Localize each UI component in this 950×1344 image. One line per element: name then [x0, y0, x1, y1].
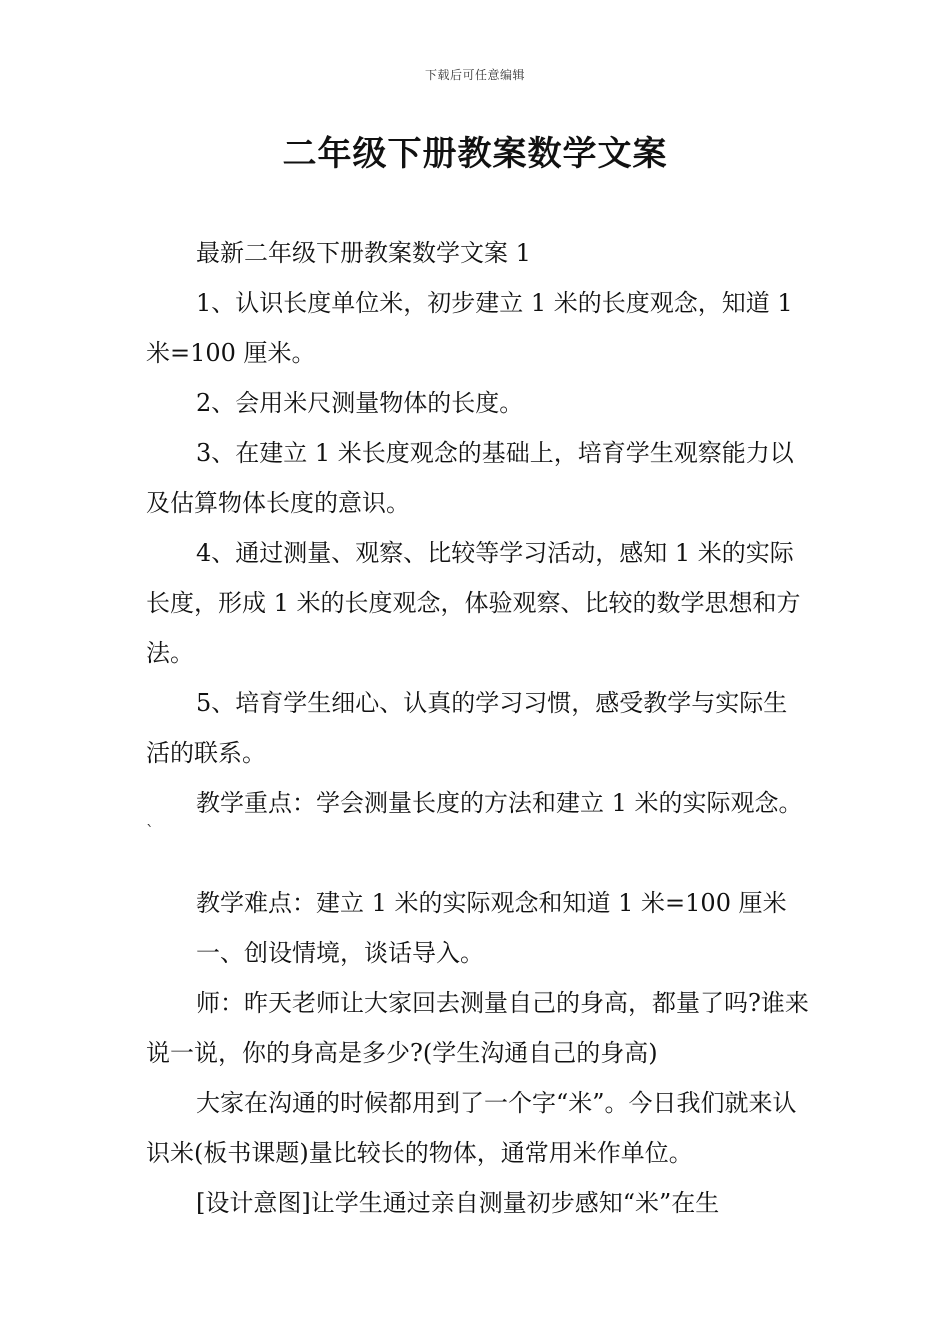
header-note: 下载后可任意编辑 — [424, 68, 525, 82]
paragraph-objective-5: 5、培育学生细心、认真的学习习惯，感受教学与实际生活的联系。 — [146, 689, 788, 767]
paragraph-objective-4: 4、通过测量、观察、比较等学习活动，感知 1 米的实际长度，形成 1 米的长度观念，体验观察、比较的数学思想和方法。 — [146, 539, 801, 667]
paragraph-teacher-intro: 师：昨天老师让大家回去测量自己的身高，都量了吗?谁来说一说，你的身高是多少?(学生沟通自己的身高) — [146, 989, 809, 1067]
paragraph-objective-1: 1、认识长度单位米，初步建立 1 米的长度观念，知道 1 米=100 厘米。 — [146, 289, 793, 367]
stray-mark: ` — [146, 822, 154, 841]
document-title: 二年级下册教案数学文案 — [282, 134, 668, 174]
document-body — [146, 228, 810, 1228]
paragraph-difficulty: 教学难点：建立 1 米的实际观念和知道 1 米=100 厘米 — [196, 889, 787, 917]
paragraph-key-point: 教学重点：学会测量长度的方法和建立 1 米的实际观念。 — [196, 789, 803, 817]
paragraph-objective-3: 3、在建立 1 米长度观念的基础上，培育学生观察能力以及估算物体长度的意识。 — [146, 439, 794, 517]
paragraph-spacer — [146, 828, 810, 878]
paragraph-heading: 最新二年级下册教案数学文案 1 — [196, 239, 531, 267]
paragraph-objective-2: 2、会用米尺测量物体的长度。 — [196, 389, 524, 417]
paragraph-design-intent: [设计意图]让学生通过亲自测量初步感知“米”在生 — [196, 1189, 720, 1217]
paragraph-section-1: 一、创设情境，谈话导入。 — [196, 939, 484, 967]
paragraph-meter-intro: 大家在沟通的时候都用到了一个字“米”。今日我们就来认识米(板书课题)量比较长的物体，通常用米作单位。 — [146, 1089, 797, 1167]
